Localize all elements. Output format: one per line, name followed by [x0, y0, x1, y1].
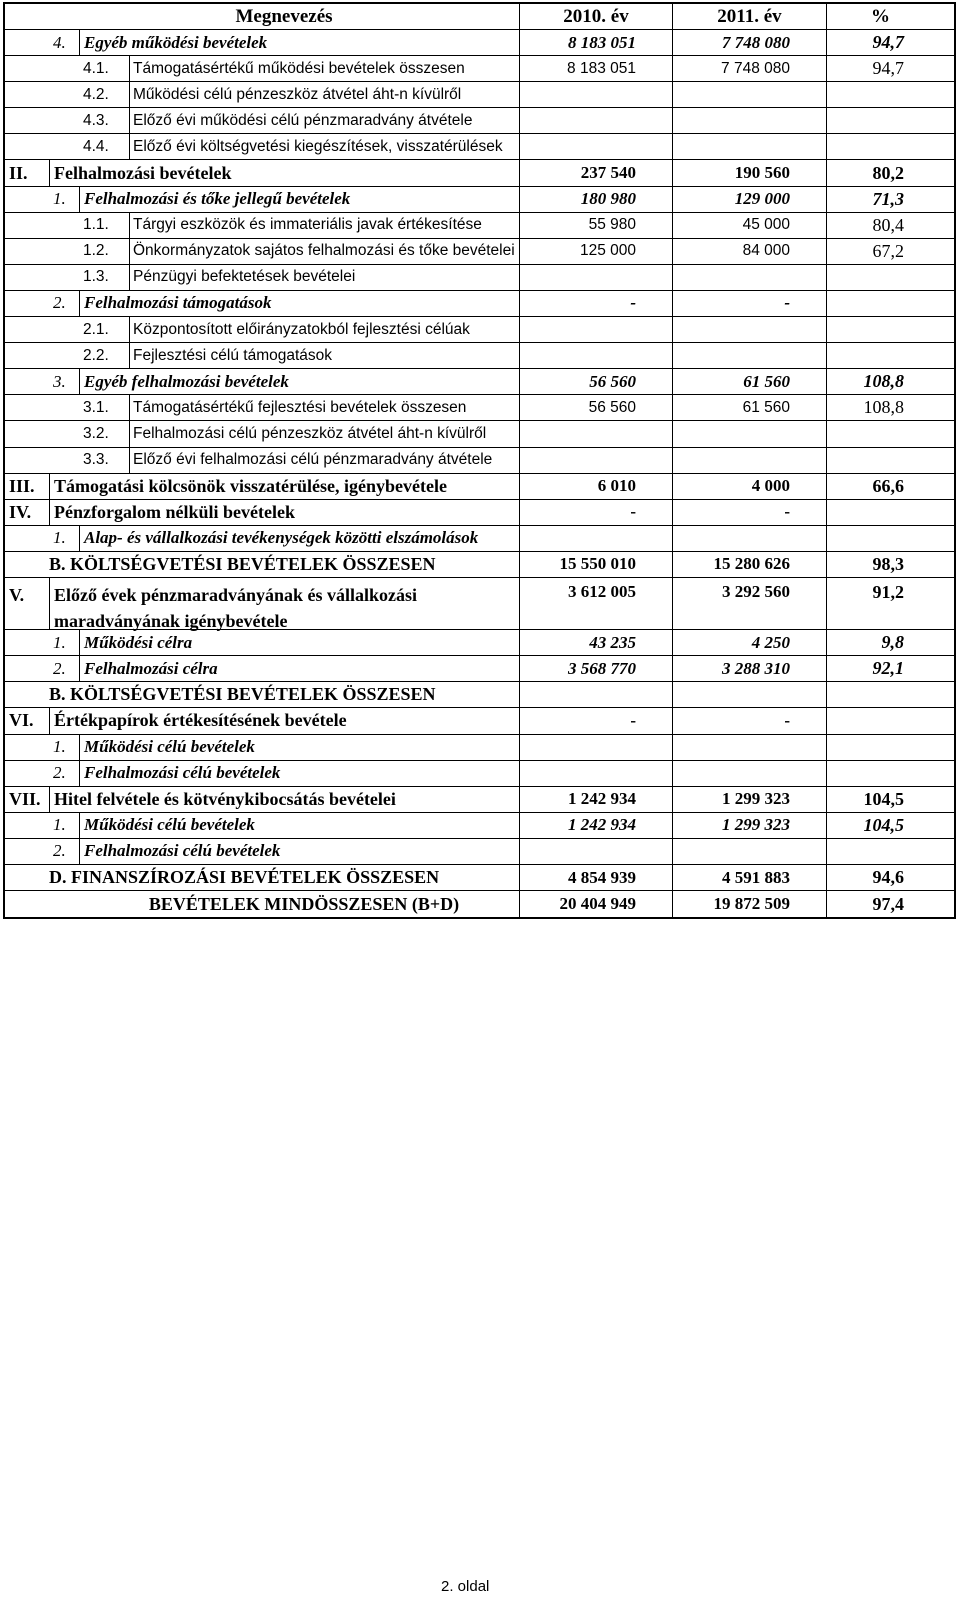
table-row — [5, 343, 954, 369]
row-number: 1. — [53, 632, 66, 652]
table-row — [5, 630, 954, 656]
value-2010: 20 404 949 — [519, 891, 672, 917]
value-2010: 55 980 — [519, 213, 672, 238]
row-label: Önkormányzatok sajátos felhalmozási és tőke bevételei — [129, 239, 519, 264]
value-percent — [826, 448, 954, 473]
row-number: 4. — [53, 32, 66, 52]
row-number: V. — [9, 584, 25, 605]
value-percent: 108,8 — [826, 369, 954, 394]
value-2011: 15 280 626 — [672, 552, 826, 577]
value-percent — [826, 291, 954, 316]
header-year-2011: 2011. év — [672, 4, 826, 29]
row-label: B. KÖLTSÉGVETÉSI BEVÉTELEK ÖSSZESEN — [49, 553, 436, 574]
row-label: Támogatási kölcsönök visszatérülése, igénybevétele — [49, 474, 519, 499]
row-number: VII. — [9, 788, 41, 809]
row-number: 4.3. — [83, 111, 109, 129]
value-2010 — [519, 421, 672, 446]
row-number: 3.2. — [83, 424, 109, 442]
revenue-table — [3, 2, 956, 919]
value-2011 — [672, 839, 826, 864]
table-row — [5, 787, 954, 813]
value-percent: 71,3 — [826, 187, 954, 212]
value-percent — [826, 317, 954, 342]
row-label: B. KÖLTSÉGVETÉSI BEVÉTELEK ÖSSZESEN — [49, 684, 436, 705]
row-label: Értékpapírok értékesítésének bevétele — [49, 708, 519, 733]
value-2010: 56 560 — [519, 395, 672, 420]
table-row — [5, 761, 954, 787]
value-2010 — [519, 82, 672, 107]
table-row — [5, 56, 954, 82]
value-2010: 43 235 — [519, 630, 672, 655]
value-percent — [826, 343, 954, 368]
row-label: Előző évi költségvetési kiegészítések, visszatérülések — [129, 134, 519, 159]
value-2011: 3 288 310 — [672, 656, 826, 681]
row-label: Tárgyi eszközök és immateriális javak értékesítése — [129, 213, 519, 238]
table-row — [5, 448, 954, 474]
row-number: 3. — [53, 371, 66, 391]
row-label: Támogatásértékű fejlesztési bevételek összesen — [129, 395, 519, 420]
value-percent: 92,1 — [826, 656, 954, 681]
value-2010 — [519, 682, 672, 707]
value-2011: 190 560 — [672, 160, 826, 185]
table-row — [5, 500, 954, 526]
row-label: Egyéb felhalmozási bevételek — [79, 369, 519, 394]
value-2011: - — [672, 291, 826, 316]
value-2010 — [519, 839, 672, 864]
value-2010: 180 980 — [519, 187, 672, 212]
value-percent — [826, 500, 954, 525]
value-2010: 3 612 005 — [519, 578, 672, 629]
value-2010: 6 010 — [519, 474, 672, 499]
value-2011 — [672, 448, 826, 473]
row-number: 2. — [53, 658, 66, 678]
row-label: Pénzügyi befektetések bevételei — [129, 265, 519, 290]
value-2010: 8 183 051 — [519, 30, 672, 55]
table-row — [5, 891, 954, 917]
value-percent — [826, 108, 954, 133]
value-2011 — [672, 82, 826, 107]
value-2010: 1 242 934 — [519, 787, 672, 812]
value-2010 — [519, 526, 672, 551]
row-label: Előző évi működési célú pénzmaradvány átvétele — [129, 108, 519, 133]
row-label: Működési célú bevételek — [79, 813, 519, 838]
row-label: Működési célra — [79, 630, 519, 655]
value-2011: 1 299 323 — [672, 813, 826, 838]
value-percent — [826, 421, 954, 446]
value-percent: 94,7 — [826, 56, 954, 81]
value-2011: 61 560 — [672, 369, 826, 394]
value-percent: 80,4 — [826, 213, 954, 238]
row-number: 1.2. — [83, 242, 109, 260]
header-name: Megnevezés — [235, 5, 333, 27]
table-row — [5, 317, 954, 343]
row-label: Felhalmozási és tőke jellegű bevételek — [79, 187, 519, 212]
table-row — [5, 395, 954, 421]
value-2010: 8 183 051 — [519, 56, 672, 81]
row-label: BEVÉTELEK MINDÖSSZESEN (B+D) — [148, 893, 460, 914]
row-label: Központosított előirányzatokból fejlesztési célúak — [129, 317, 519, 342]
row-number: 1. — [53, 528, 66, 548]
value-2010: 4 854 939 — [519, 865, 672, 890]
value-percent: 91,2 — [826, 578, 954, 629]
row-number: 2. — [53, 763, 66, 783]
row-number: III. — [9, 475, 35, 496]
value-2011: 84 000 — [672, 239, 826, 264]
table-row — [5, 526, 954, 552]
table-row — [5, 108, 954, 134]
value-percent: 94,7 — [826, 30, 954, 55]
value-percent — [826, 682, 954, 707]
value-2010: 3 568 770 — [519, 656, 672, 681]
row-number: 1.3. — [83, 268, 109, 286]
value-2010 — [519, 134, 672, 159]
row-number: 1.1. — [83, 216, 109, 234]
table-row — [5, 865, 954, 891]
value-percent — [826, 82, 954, 107]
row-label: Támogatásértékű működési bevételek összesen — [129, 56, 519, 81]
row-label: Felhalmozási célú pénzeszköz átvétel áht-n kívülről — [129, 421, 519, 446]
table-header-row — [5, 4, 954, 30]
value-percent — [826, 761, 954, 786]
value-2011 — [672, 421, 826, 446]
value-2010: 237 540 — [519, 160, 672, 185]
row-number: VI. — [9, 710, 34, 731]
table-row — [5, 369, 954, 395]
value-percent: 66,6 — [826, 474, 954, 499]
value-percent — [826, 735, 954, 760]
row-number: 2. — [53, 841, 66, 861]
table-row — [5, 213, 954, 239]
value-2010: - — [519, 708, 672, 733]
value-2010 — [519, 343, 672, 368]
row-number: 2.1. — [83, 320, 109, 338]
value-2011 — [672, 735, 826, 760]
value-percent — [826, 265, 954, 290]
row-label: D. FINANSZÍROZÁSI BEVÉTELEK ÖSSZESEN — [49, 867, 440, 888]
value-2011: 1 299 323 — [672, 787, 826, 812]
value-2011: 4 250 — [672, 630, 826, 655]
table-row — [5, 839, 954, 865]
row-label: Hitel felvétele és kötvénykibocsátás bevételei — [49, 787, 519, 812]
value-2010: 125 000 — [519, 239, 672, 264]
value-2011: 7 748 080 — [672, 56, 826, 81]
value-2010 — [519, 317, 672, 342]
table-body — [5, 30, 954, 917]
table-row — [5, 813, 954, 839]
row-label: Fejlesztési célú támogatások — [129, 343, 519, 368]
value-percent — [826, 526, 954, 551]
row-label: Előző évi felhalmozási célú pénzmaradvány átvétele — [129, 448, 519, 473]
table-row — [5, 291, 954, 317]
value-percent: 80,2 — [826, 160, 954, 185]
table-row — [5, 708, 954, 734]
row-label: Felhalmozási támogatások — [79, 291, 519, 316]
value-2010: 56 560 — [519, 369, 672, 394]
row-label: Felhalmozási célra — [79, 656, 519, 681]
table-row — [5, 187, 954, 213]
value-2011 — [672, 343, 826, 368]
value-percent: 9,8 — [826, 630, 954, 655]
row-number: 1. — [53, 189, 66, 209]
value-2011: 61 560 — [672, 395, 826, 420]
value-2011: 129 000 — [672, 187, 826, 212]
value-percent — [826, 134, 954, 159]
value-percent: 97,4 — [826, 891, 954, 917]
value-2010: - — [519, 500, 672, 525]
row-number: 4.2. — [83, 85, 109, 103]
value-2011: 7 748 080 — [672, 30, 826, 55]
row-number: 2. — [53, 293, 66, 313]
row-label: Alap- és vállalkozási tevékenységek közötti elszámolások — [79, 526, 519, 551]
value-2010 — [519, 108, 672, 133]
value-percent — [826, 708, 954, 733]
row-number: 1. — [53, 815, 66, 835]
value-2010: 15 550 010 — [519, 552, 672, 577]
value-2011 — [672, 526, 826, 551]
row-number: 3.3. — [83, 451, 109, 469]
row-number: IV. — [9, 501, 32, 522]
value-percent: 108,8 — [826, 395, 954, 420]
page-number: 2. oldal — [441, 1578, 490, 1595]
row-label: Felhalmozási célú bevételek — [79, 839, 519, 864]
value-2011: 19 872 509 — [672, 891, 826, 917]
value-2011: 3 292 560 — [672, 578, 826, 629]
value-2011 — [672, 682, 826, 707]
value-2011 — [672, 108, 826, 133]
value-2011 — [672, 761, 826, 786]
table-row — [5, 552, 954, 578]
row-number: 4.4. — [83, 137, 109, 155]
table-row — [5, 239, 954, 265]
row-label: Működési célú bevételek — [79, 735, 519, 760]
row-number: 1. — [53, 737, 66, 757]
value-2010 — [519, 761, 672, 786]
value-2010: 1 242 934 — [519, 813, 672, 838]
row-label: Működési célú pénzeszköz átvétel áht-n kívülről — [129, 82, 519, 107]
value-percent: 67,2 — [826, 239, 954, 264]
value-percent: 104,5 — [826, 813, 954, 838]
value-percent: 104,5 — [826, 787, 954, 812]
value-2011 — [672, 265, 826, 290]
row-label: Felhalmozási bevételek — [49, 160, 519, 185]
row-number: 4.1. — [83, 59, 109, 77]
table-row — [5, 682, 954, 708]
value-2011: - — [672, 500, 826, 525]
value-2010 — [519, 265, 672, 290]
table-row — [5, 30, 954, 56]
value-percent — [826, 839, 954, 864]
table-row — [5, 134, 954, 160]
table-row — [5, 265, 954, 291]
value-2011: 4 591 883 — [672, 865, 826, 890]
row-label: Felhalmozási célú bevételek — [79, 761, 519, 786]
table-row — [5, 656, 954, 682]
header-year-2010: 2010. év — [519, 4, 672, 29]
row-label: Előző évek pénzmaradványának és vállalkozási maradványának igénybevétele — [49, 578, 519, 629]
value-2011: 45 000 — [672, 213, 826, 238]
value-percent: 98,3 — [826, 552, 954, 577]
row-number: 3.1. — [83, 398, 109, 416]
row-number: II. — [9, 162, 28, 183]
value-2010: - — [519, 291, 672, 316]
table-row — [5, 474, 954, 500]
value-percent: 94,6 — [826, 865, 954, 890]
value-2011: 4 000 — [672, 474, 826, 499]
row-label: Egyéb működési bevételek — [79, 30, 519, 55]
value-2010 — [519, 448, 672, 473]
table-row — [5, 578, 954, 630]
value-2011: - — [672, 708, 826, 733]
value-2010 — [519, 735, 672, 760]
table-row — [5, 160, 954, 186]
table-row — [5, 735, 954, 761]
value-2011 — [672, 317, 826, 342]
row-label: Pénzforgalom nélküli bevételek — [49, 500, 519, 525]
table-row — [5, 82, 954, 108]
table-row — [5, 421, 954, 447]
header-percent: % — [826, 4, 954, 29]
value-2011 — [672, 134, 826, 159]
row-number: 2.2. — [83, 346, 109, 364]
